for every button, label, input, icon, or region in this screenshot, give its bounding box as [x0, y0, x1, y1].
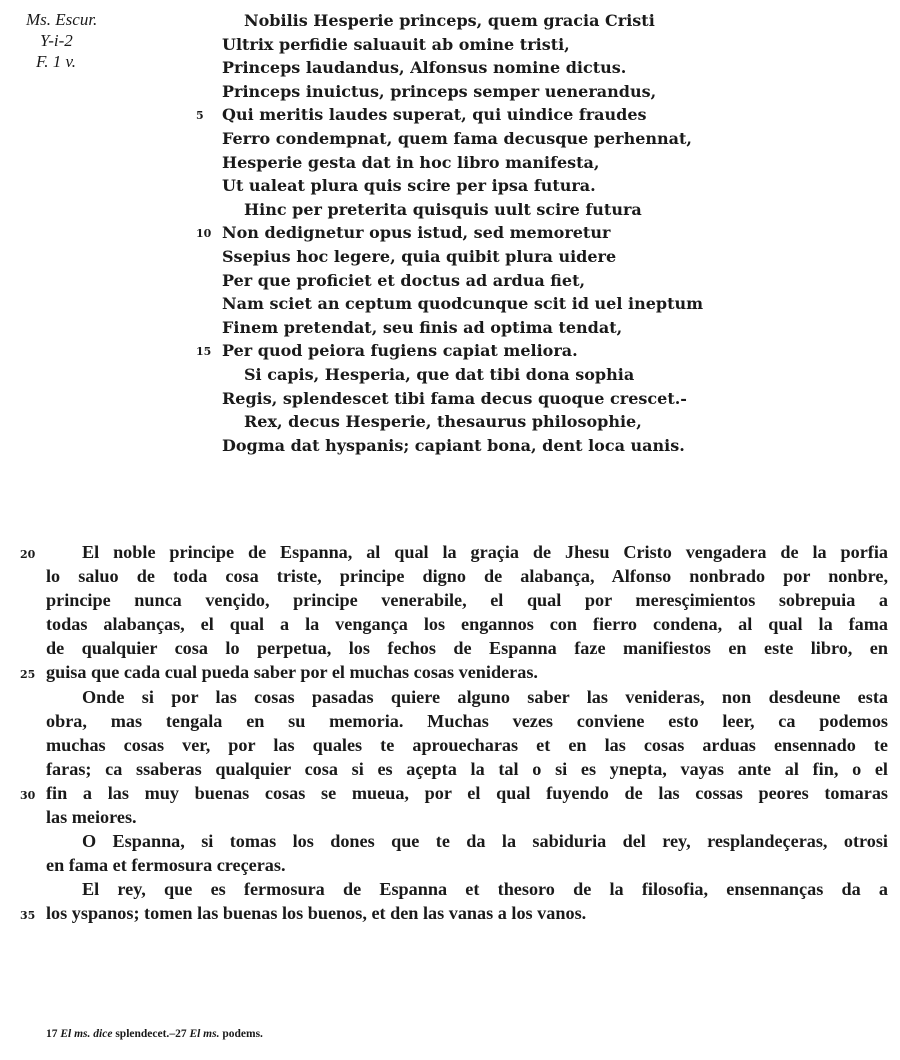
prose-text: de qualquier cosa lo perpetua, los fechos de Espanna faze manifiestos en este libro, en — [46, 638, 888, 659]
line-number: 25 — [20, 668, 36, 682]
prose-text: Onde si por las cosas pasadas quiere alguno saber las venideras, non desdeune esta — [82, 686, 888, 707]
prose-text: O Espanna, si tomas los dones que te da la sabiduria del rey, resplandeçeras, otrosi — [82, 831, 888, 852]
footnote-text: El ms. dice — [60, 1028, 113, 1040]
siglum-line: F. 1 v. — [36, 52, 76, 71]
prose-line — [46, 588, 888, 612]
prose-text: en fama et fermosura creçeras. — [46, 855, 286, 876]
verse-text: Ferro condempnat, quem fama decusque perhennat, — [222, 128, 692, 148]
prose-text: El rey, que es fermosura de Espanna et thesoro de la filosofia, ensennanças da a — [82, 879, 888, 900]
verse-text: Non dedignetur opus istud, sed memoretur — [222, 223, 611, 243]
prose-text: guisa que cada cual pueda saber por el muchas cosas venideras. — [46, 662, 538, 683]
verse-line — [196, 103, 822, 127]
verse-text: Nobilis Hesperie princeps, quem gracia Cristi — [244, 11, 655, 30]
verse-line — [222, 9, 822, 33]
prose-line — [46, 805, 888, 829]
line-number: 5 — [196, 109, 204, 123]
siglum-line: Y-i-2 — [40, 31, 73, 50]
footnote-text: El ms. — [189, 1028, 220, 1040]
verse-text: Regis, splendescet tibi fama decus quoque crescet.- — [222, 388, 687, 408]
footnote-number: 27 — [175, 1028, 187, 1040]
prose-line — [20, 540, 888, 564]
line-number: 20 — [20, 548, 36, 561]
verse-line — [222, 387, 822, 411]
verse-line — [222, 292, 822, 316]
footnote-separator: – — [169, 1028, 176, 1040]
prose-line — [20, 901, 888, 925]
verse-text: Ultrix perfidie saluauit ab omine tristi, — [222, 34, 570, 54]
manuscript-siglum — [26, 9, 97, 72]
siglum-line: Ms. Escur. — [26, 10, 98, 29]
verse-line — [196, 339, 822, 363]
prose-line — [20, 781, 888, 805]
verse-text: Per que proficiet et doctus ad ardua fiet, — [222, 270, 586, 290]
verse-text: Ut ualeat plura quis scire per ipsa futura. — [222, 176, 596, 196]
line-number: 35 — [20, 909, 36, 923]
verse-line — [222, 363, 822, 387]
verse-line — [222, 198, 822, 222]
prose-line — [46, 612, 888, 636]
prose-line — [46, 757, 888, 781]
verse-text: Hinc per preterita quisquis uult scire futura — [244, 199, 642, 219]
prose-text: los yspanos; tomen las buenas los buenos, et den las vanas a los vanos. — [46, 903, 587, 924]
prose-text: El noble principe de Espanna, al qual la graçia de Jhesu Cristo vengadera de la porfia — [82, 542, 888, 562]
footnote — [46, 1028, 263, 1040]
prose-line — [46, 829, 888, 853]
verse-text: Si capis, Hesperia, que dat tibi dona sophia — [244, 364, 635, 384]
prose-text: principe nunca vençido, principe venerabile, el qual por meresçimientos sobrepuia a — [46, 590, 888, 611]
line-number: 15 — [196, 345, 212, 359]
prose-line — [20, 660, 888, 684]
prose-line — [46, 636, 888, 660]
verse-text: Ssepius hoc legere, quia quibit plura uidere — [222, 246, 617, 266]
verse-line — [222, 33, 822, 57]
verse-text: Qui meritis laudes superat, qui uindice fraudes — [222, 105, 647, 125]
verse-line — [222, 174, 822, 198]
prose-line — [46, 733, 888, 757]
verse-line — [222, 80, 822, 104]
verse-line — [222, 56, 822, 80]
prose-text: fin a las muy buenas cosas se mueua, por el qual fuyendo de las cossas peores tomaras — [46, 782, 888, 803]
prose-line — [46, 564, 888, 588]
prose-line — [46, 877, 888, 901]
verse-line — [196, 221, 822, 245]
line-number: 30 — [20, 788, 36, 802]
verse-text: Princeps inuictus, princeps semper uenerandus, — [222, 81, 657, 101]
latin-verse — [196, 9, 822, 457]
verse-line — [222, 316, 822, 340]
verse-text: Finem pretendat, seu finis ad optima tendat, — [222, 317, 623, 337]
prose-text: lo saluo de toda cosa triste, principe digno de alabança, Alfonso nonbrado por nonbre, — [46, 566, 888, 587]
prose-line — [46, 709, 888, 733]
verse-text: Rex, decus Hesperie, thesaurus philosophie, — [244, 412, 642, 432]
prose-text: muchas cosas ver, por las quales te aprouecharas et en las cosas arduas ensennado te — [46, 734, 888, 755]
verse-line — [222, 410, 822, 434]
spanish-prose — [20, 540, 888, 926]
verse-line — [222, 245, 822, 269]
verse-text: Princeps laudandus, Alfonsus nomine dictus. — [222, 58, 627, 78]
footnote-word: splendecet. — [115, 1028, 170, 1040]
prose-text: todas alabanças, el qual a la vengança los engannos con fierro condena, al qual la fama — [46, 614, 888, 635]
prose-line — [46, 685, 888, 709]
verse-text: Per quod peiora fugiens capiat meliora. — [222, 341, 578, 361]
line-number: 10 — [196, 227, 212, 241]
prose-line — [46, 853, 888, 877]
prose-text: faras; ca ssaberas qualquier cosa si es açepta la tal o si es ynepta, vayas ante al fin, o el — [46, 758, 888, 779]
verse-line — [222, 127, 822, 151]
verse-line — [222, 434, 822, 458]
verse-text: Dogma dat hyspanis; capiant bona, dent loca uanis. — [222, 435, 685, 455]
verse-text: Hesperie gesta dat in hoc libro manifesta, — [222, 152, 600, 172]
prose-text: obra, mas tengala en su memoria. Muchas vezes conviene esto leer, ca podemos — [46, 710, 888, 731]
prose-text: las meiores. — [46, 807, 137, 828]
verse-text: Nam sciet an ceptum quodcunque scit id uel ineptum — [222, 294, 704, 314]
footnote-number: 17 — [46, 1028, 58, 1040]
verse-line — [222, 269, 822, 293]
footnote-word: podems. — [222, 1028, 263, 1040]
verse-line — [222, 151, 822, 175]
